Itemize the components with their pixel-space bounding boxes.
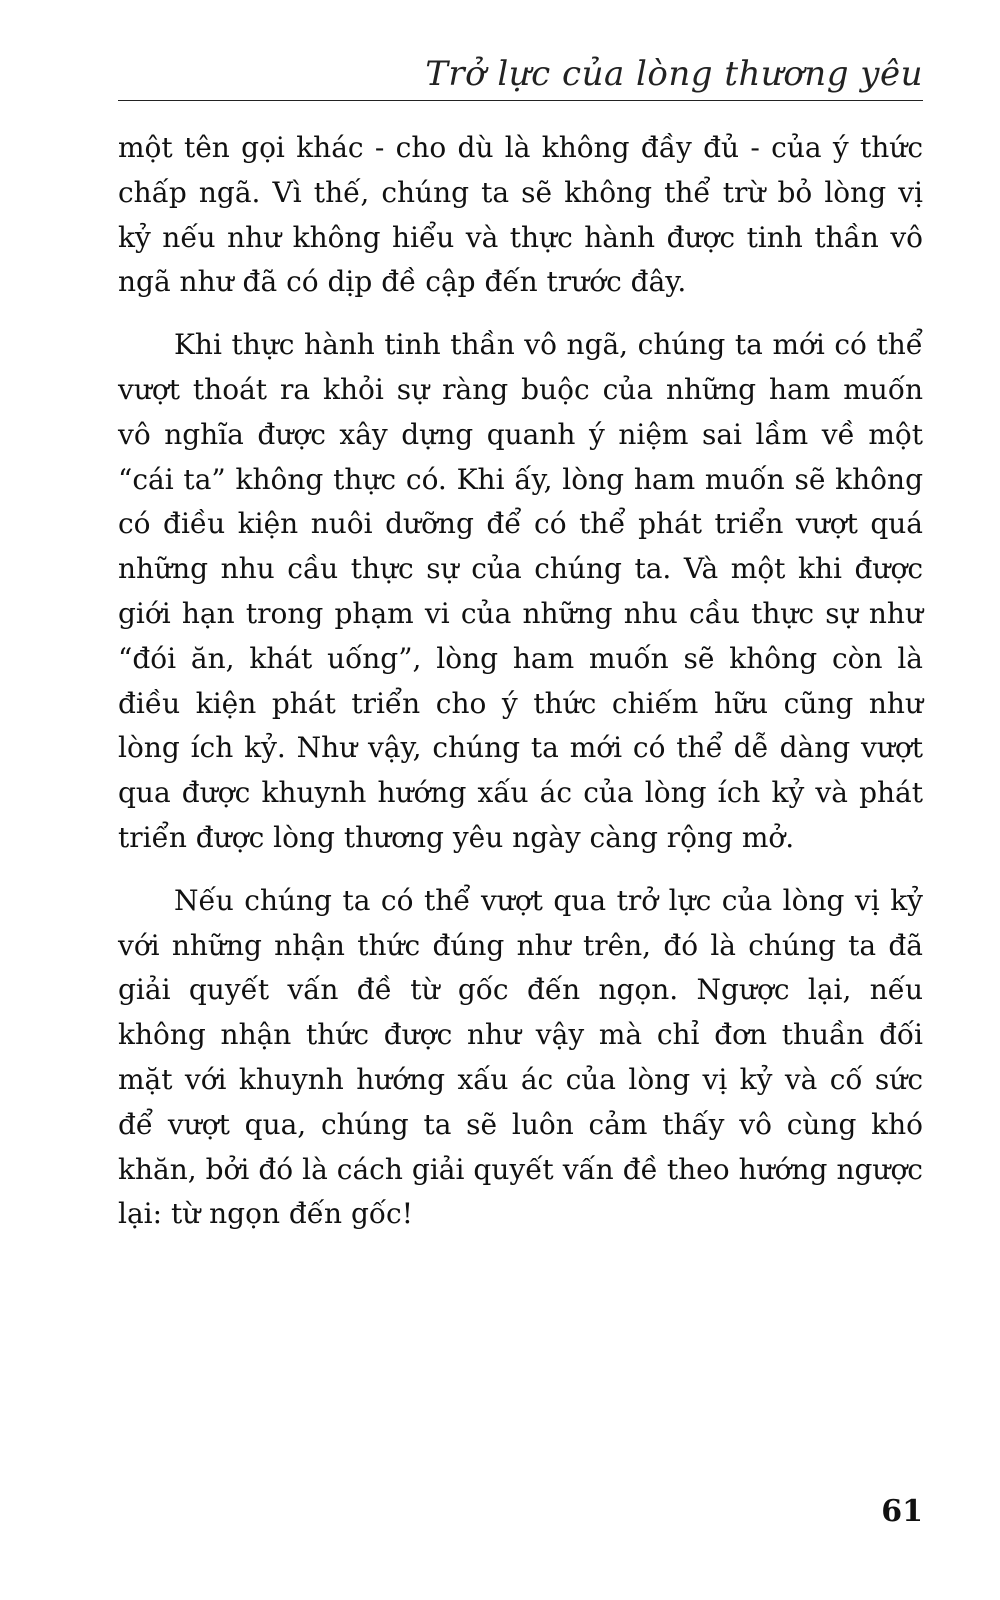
- running-header: [118, 48, 923, 101]
- paragraph: Nếu chúng ta có thể vượt qua trở lực của lòng vị kỷ với những nhận thức đúng như trên, đó là chúng ta đã giải quyết vấn đề từ gốc đến ngọn. Ngược lại, nếu không nhận thức được như vậy mà chỉ đơn thuần đối mặt với khuynh hướng xấu ác của lòng vị kỷ và cố sức để vượt qua, chúng ta sẽ luôn cảm thấy vô cùng khó khăn, bởi đó là cách giải quyết vấn đề theo hướng ngược lại: từ ngọn đến gốc!: [118, 883, 923, 1231]
- paragraph: Khi thực hành tinh thần vô ngã, chúng ta mới có thể vượt thoát ra khỏi sự ràng buộc của những ham muốn vô nghĩa được xây dựng quanh ý niệm sai lầm về một “cái ta” không thực có. Khi ấy, lòng ham muốn sẽ không có điều kiện nuôi dưỡng để có thể phát triển vượt quá những nhu cầu thực sự của chúng ta. Và một khi được giới hạn trong phạm vi của những nhu cầu thực sự như “đói ăn, khát uống”, lòng ham muốn sẽ không còn là điều kiện phát triển cho ý thức chiếm hữu cũng như lòng ích kỷ. Như vậy, chúng ta mới có thể dễ dàng vượt qua được khuynh hướng xấu ác của lòng ích kỷ và phát triển được lòng thương yêu ngày càng rộng mở.: [118, 328, 923, 854]
- paragraph-continued: một tên gọi khác - cho dù là không đầy đủ - của ý thức chấp ngã. Vì thế, chúng ta sẽ không thể trừ bỏ lòng vị kỷ nếu như không hiểu và thực hành được tinh thần vô ngã như đã có dịp đề cập đến trước đây.: [118, 131, 923, 299]
- body-text: [118, 126, 923, 1255]
- page-number: 61: [881, 1494, 923, 1529]
- running-header-title: Trở lực của lòng thương yêu: [425, 54, 923, 94]
